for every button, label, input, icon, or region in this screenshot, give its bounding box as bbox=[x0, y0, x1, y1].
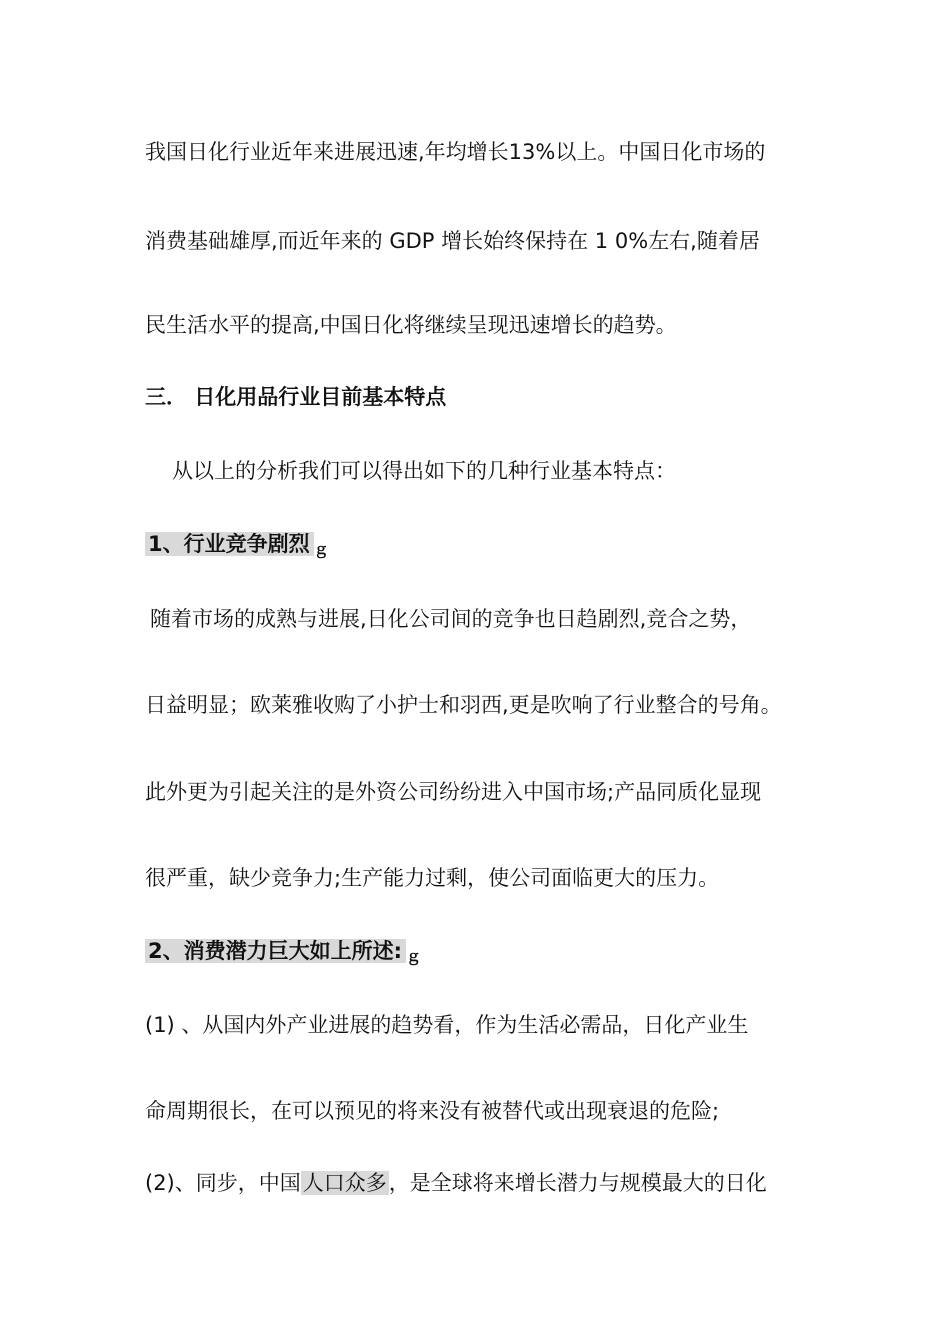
section-heading: 三． 日化用品行业目前基本特点 bbox=[145, 385, 447, 409]
highlighted-phrase: 人口众多 bbox=[302, 1171, 387, 1195]
text-run: ，是全球将来增长潜力与规模最大的日化 bbox=[388, 1171, 767, 1195]
point1-mark: ｇ bbox=[313, 540, 329, 558]
point1-heading-highlight: 1、行业竞争剧烈 bbox=[145, 532, 314, 556]
point2-heading bbox=[145, 936, 421, 971]
paragraph-line bbox=[145, 1168, 767, 1198]
point1-heading bbox=[145, 529, 329, 564]
paragraph-line: 日益明显；欧莱雅收购了小护士和羽西,更是吹响了行业整合的号角。 bbox=[145, 693, 782, 717]
paragraph-line: 我国日化行业近年来进展迅速,年均增长13%以上。中国日化市场的 bbox=[145, 140, 766, 164]
paragraph-line: 此外更为引起关注的是外资公司纷纷进入中国市场;产品同质化显现 bbox=[145, 780, 762, 804]
text-run: (2)、同步，中国 bbox=[145, 1171, 301, 1195]
point2-heading-highlight: 2、消费潜力巨大如上所述: bbox=[145, 939, 406, 963]
paragraph-line: 民生活水平的提高,中国日化将继续呈现迅速增长的趋势。 bbox=[145, 313, 677, 337]
paragraph-line: 命周期很长，在可以预见的将来没有被替代或出现衰退的危险; bbox=[145, 1099, 720, 1123]
intro-line: 从以上的分析我们可以得出如下的几种行业基本特点： bbox=[172, 459, 676, 483]
paragraph-line: (1) 、从国内外产业进展的趋势看，作为生活必需品，日化产业生 bbox=[145, 1013, 749, 1037]
paragraph-line: 随着市场的成熟与进展,日化公司间的竞争也日趋剧烈,竞合之势， bbox=[150, 607, 752, 631]
paragraph-line: 很严重，缺少竞争力;生产能力过剩，使公司面临更大的压力。 bbox=[145, 866, 720, 890]
point2-mark: ｇ bbox=[406, 947, 422, 965]
paragraph-line: 消费基础雄厚,而近年来的 GDP 增长始终保持在 1 0%左右,随着居 bbox=[145, 229, 760, 253]
